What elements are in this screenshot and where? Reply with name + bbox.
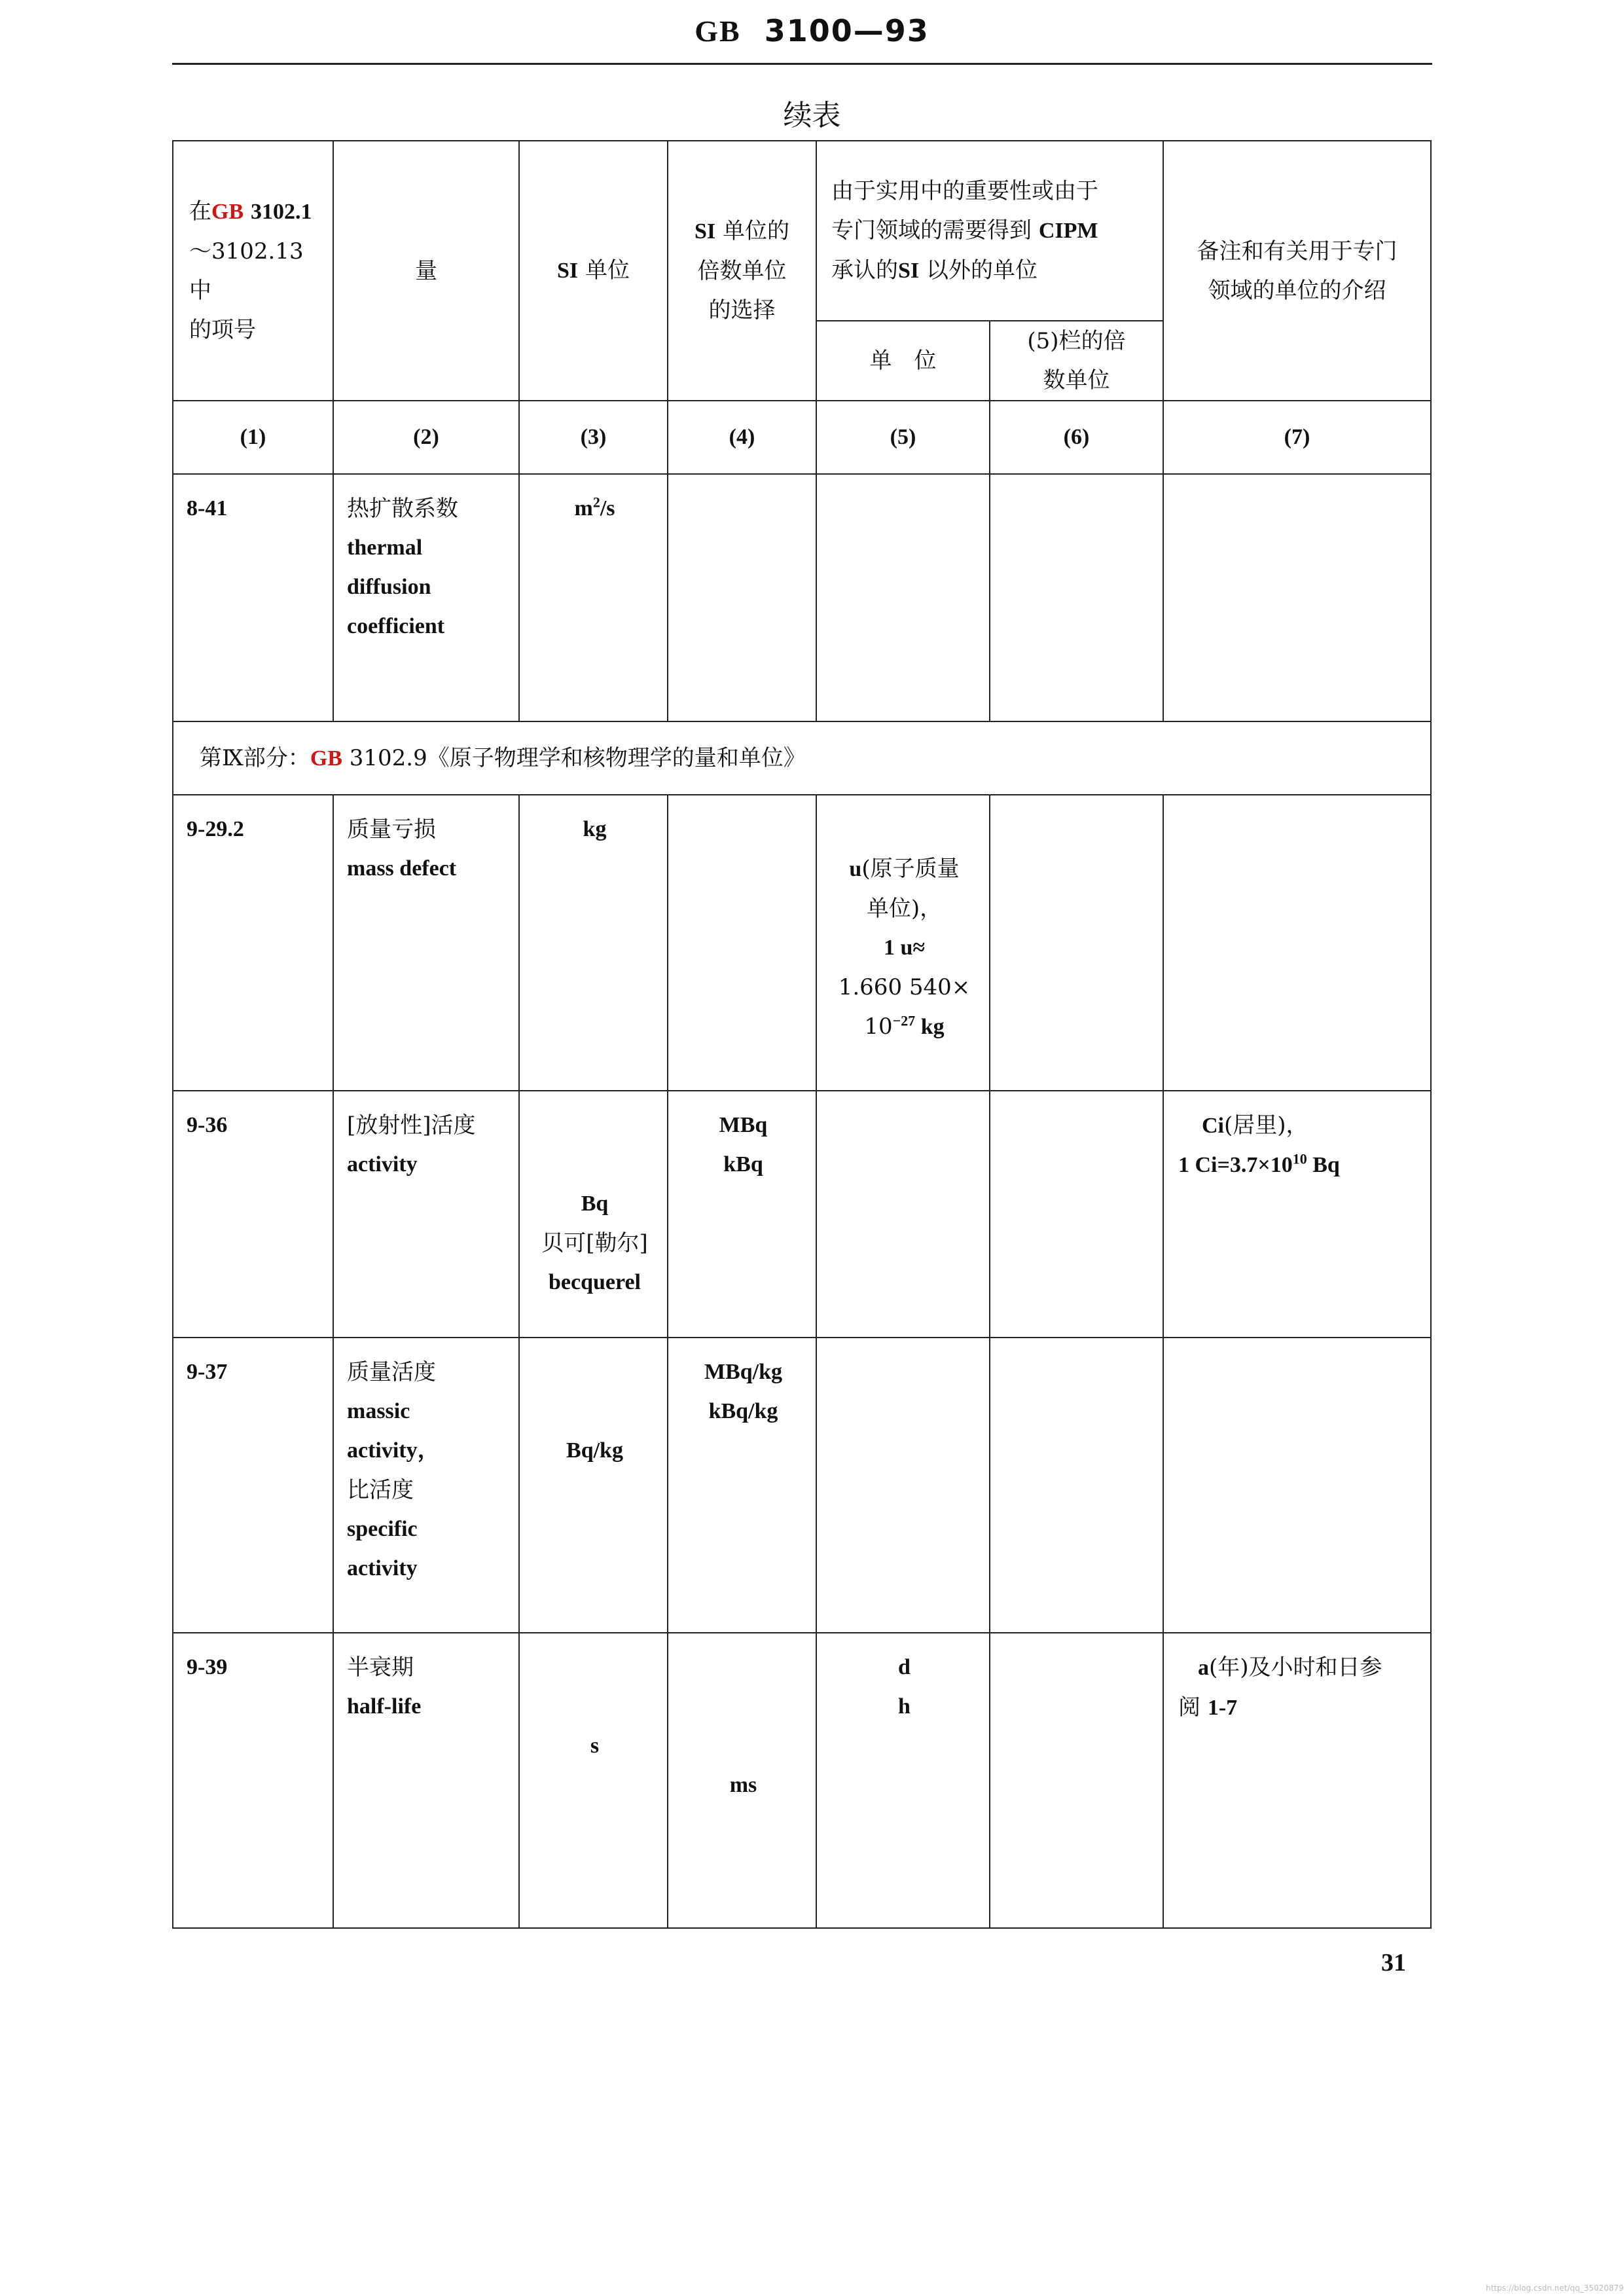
non-si-unit: d h [816,1633,990,1928]
col7-header: 备注和有关用于专门 领域的单位的介绍 [1163,141,1431,401]
table-row [173,795,1431,1091]
non-si-unit: u(原子质量 单位)， 1 u≈ 1.660 540× $10^{-27}$ kg [816,795,990,1091]
col4-header: SI 单位的 倍数单位 的选择 [668,141,816,401]
si-unit: Bq 贝可[勒尔] becquerel [519,1091,668,1338]
col-number: (4) [668,401,816,474]
col-number: (3) [519,401,668,474]
multiple-units: MBq/kg kBq/kg [668,1338,816,1633]
multiple-units: ms [668,1633,816,1928]
si-unit: Bq/kg [519,1338,668,1633]
section-row [173,721,1431,795]
col2-header: 量 [333,141,519,401]
col-number: (1) [173,401,333,474]
item-number: 8-41 [173,474,333,721]
page-number: 31 [1381,1949,1406,1977]
watermark: https://blog.csdn.net/qq_35020879 [1486,2284,1624,2293]
header-row [173,141,1431,321]
col-number: (6) [990,401,1163,474]
col6-header: (5)栏的倍 数单位 [990,321,1163,401]
col3-header: SI 单位 [519,141,668,401]
table-row [173,474,1431,721]
si-unit: kg [519,795,668,1091]
multiple-units: MBq kBq [668,1091,816,1338]
table-row [173,1091,1431,1338]
column-number-row [173,401,1431,474]
col56-header: 由于实用中的重要性或由于 专门领域的需要得到 CIPM 承认的SI 以外的单位 [816,141,1163,321]
si-unit: $m^2/s$ [519,474,668,721]
col-number: (2) [333,401,519,474]
table-row [173,1338,1431,1633]
page-header [0,13,1624,48]
quantity: 半衰期 half-life [333,1633,519,1928]
header-gb: GB [695,14,741,48]
remarks: a(年)及小时和日参 阅 1-7 [1163,1633,1431,1928]
item-number: 9-37 [173,1338,333,1633]
header-rule [172,63,1432,65]
col-number: (7) [1163,401,1431,474]
col1-header: 在GB 3102.1 ～3102.13 中 的项号 [173,141,333,401]
table-subtitle: 续表 [783,99,841,132]
quantity: 质量亏损 mass defect [333,795,519,1091]
item-number: 9-36 [173,1091,333,1338]
col5-header: 单 位 [816,321,990,401]
col-number: (5) [816,401,990,474]
header-code: 3100—93 [764,13,929,48]
table-row [173,1633,1431,1928]
quantity: [放射性]活度 activity [333,1091,519,1338]
si-unit: s [519,1633,668,1928]
item-number: 9-29.2 [173,795,333,1091]
units-table [172,140,1432,1929]
section-title: 第Ⅸ部分：GB 3102.9《原子物理学和核物理学的量和单位》 [173,721,1431,795]
item-number: 9-39 [173,1633,333,1928]
remarks: Ci(居里)， 1 $Ci=3.7\times 10^{10}$ Bq [1163,1091,1431,1338]
quantity: 质量活度 massic activity， 比活度 specific activity [333,1338,519,1633]
quantity: 热扩散系数 thermal diffusion coefficient [333,474,519,721]
